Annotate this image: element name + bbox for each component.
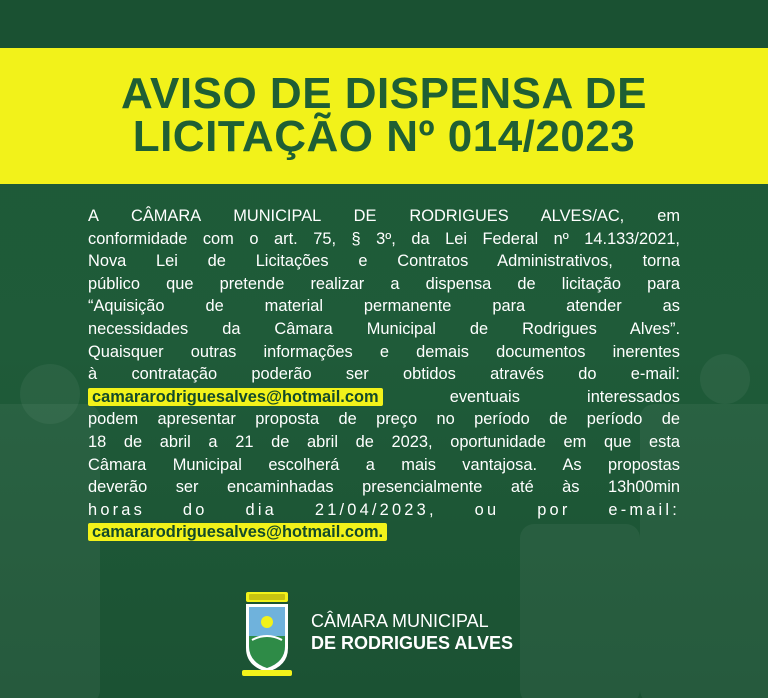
body-line: A CÂMARA MUNICIPAL DE RODRIGUES ALVES/AC, em [88, 207, 680, 225]
body-line: conformidade com o art. 75, § 3º, da Lei Federal nº 14.133/2021, [88, 229, 680, 248]
body-line: deverão ser encaminhadas presencialmente até às 13h00min [88, 478, 680, 497]
title-banner [0, 48, 768, 184]
body-line: necessidades da Câmara Municipal de Rodrigues Alves”. [88, 319, 680, 338]
title-line-2: LICITAÇÃO Nº 014/2023 [132, 112, 636, 161]
body-text-after-email: eventuais interessados [449, 387, 680, 406]
final-email-line [88, 521, 680, 544]
body-line: “Aquisição de material permanente para atender as [88, 297, 680, 316]
body-line: horas do dia 21/04/2023, ou por e-mail: [88, 500, 680, 519]
body-line: Câmara Municipal escolherá a mais vantajosa. As propostas [88, 455, 680, 474]
footer-name [311, 610, 513, 654]
body-line: à contratação poderão ser obtidos através do e-mail: [88, 365, 680, 384]
footer-line-1: CÂMARA MUNICIPAL [311, 611, 489, 631]
body-line: podem apresentar proposta de preço no período de período de [88, 410, 680, 429]
footer-line-2: DE RODRIGUES ALVES [311, 633, 514, 653]
footer-brand [242, 590, 542, 682]
email-line [88, 386, 680, 409]
municipal-crest-icon [242, 590, 292, 678]
body-line: Nova Lei de Licitações e Contratos Administrativos, torna [88, 252, 680, 271]
top-strip [0, 0, 768, 48]
title-line-1: AVISO DE DISPENSA DE [121, 69, 647, 118]
final-email-link[interactable]: camararodriguesalves@hotmail.com. [88, 523, 387, 541]
body-line: público que pretende realizar a dispensa de licitação para [88, 274, 680, 293]
body-line: 18 de abril a 21 de abril de 2023, oportunidade em que esta [88, 432, 680, 451]
email-link[interactable]: camararodriguesalves@hotmail.com [88, 388, 383, 406]
body-line: Quaisquer outras informações e demais documentos inerentes [88, 342, 680, 361]
notice-body [88, 205, 680, 544]
